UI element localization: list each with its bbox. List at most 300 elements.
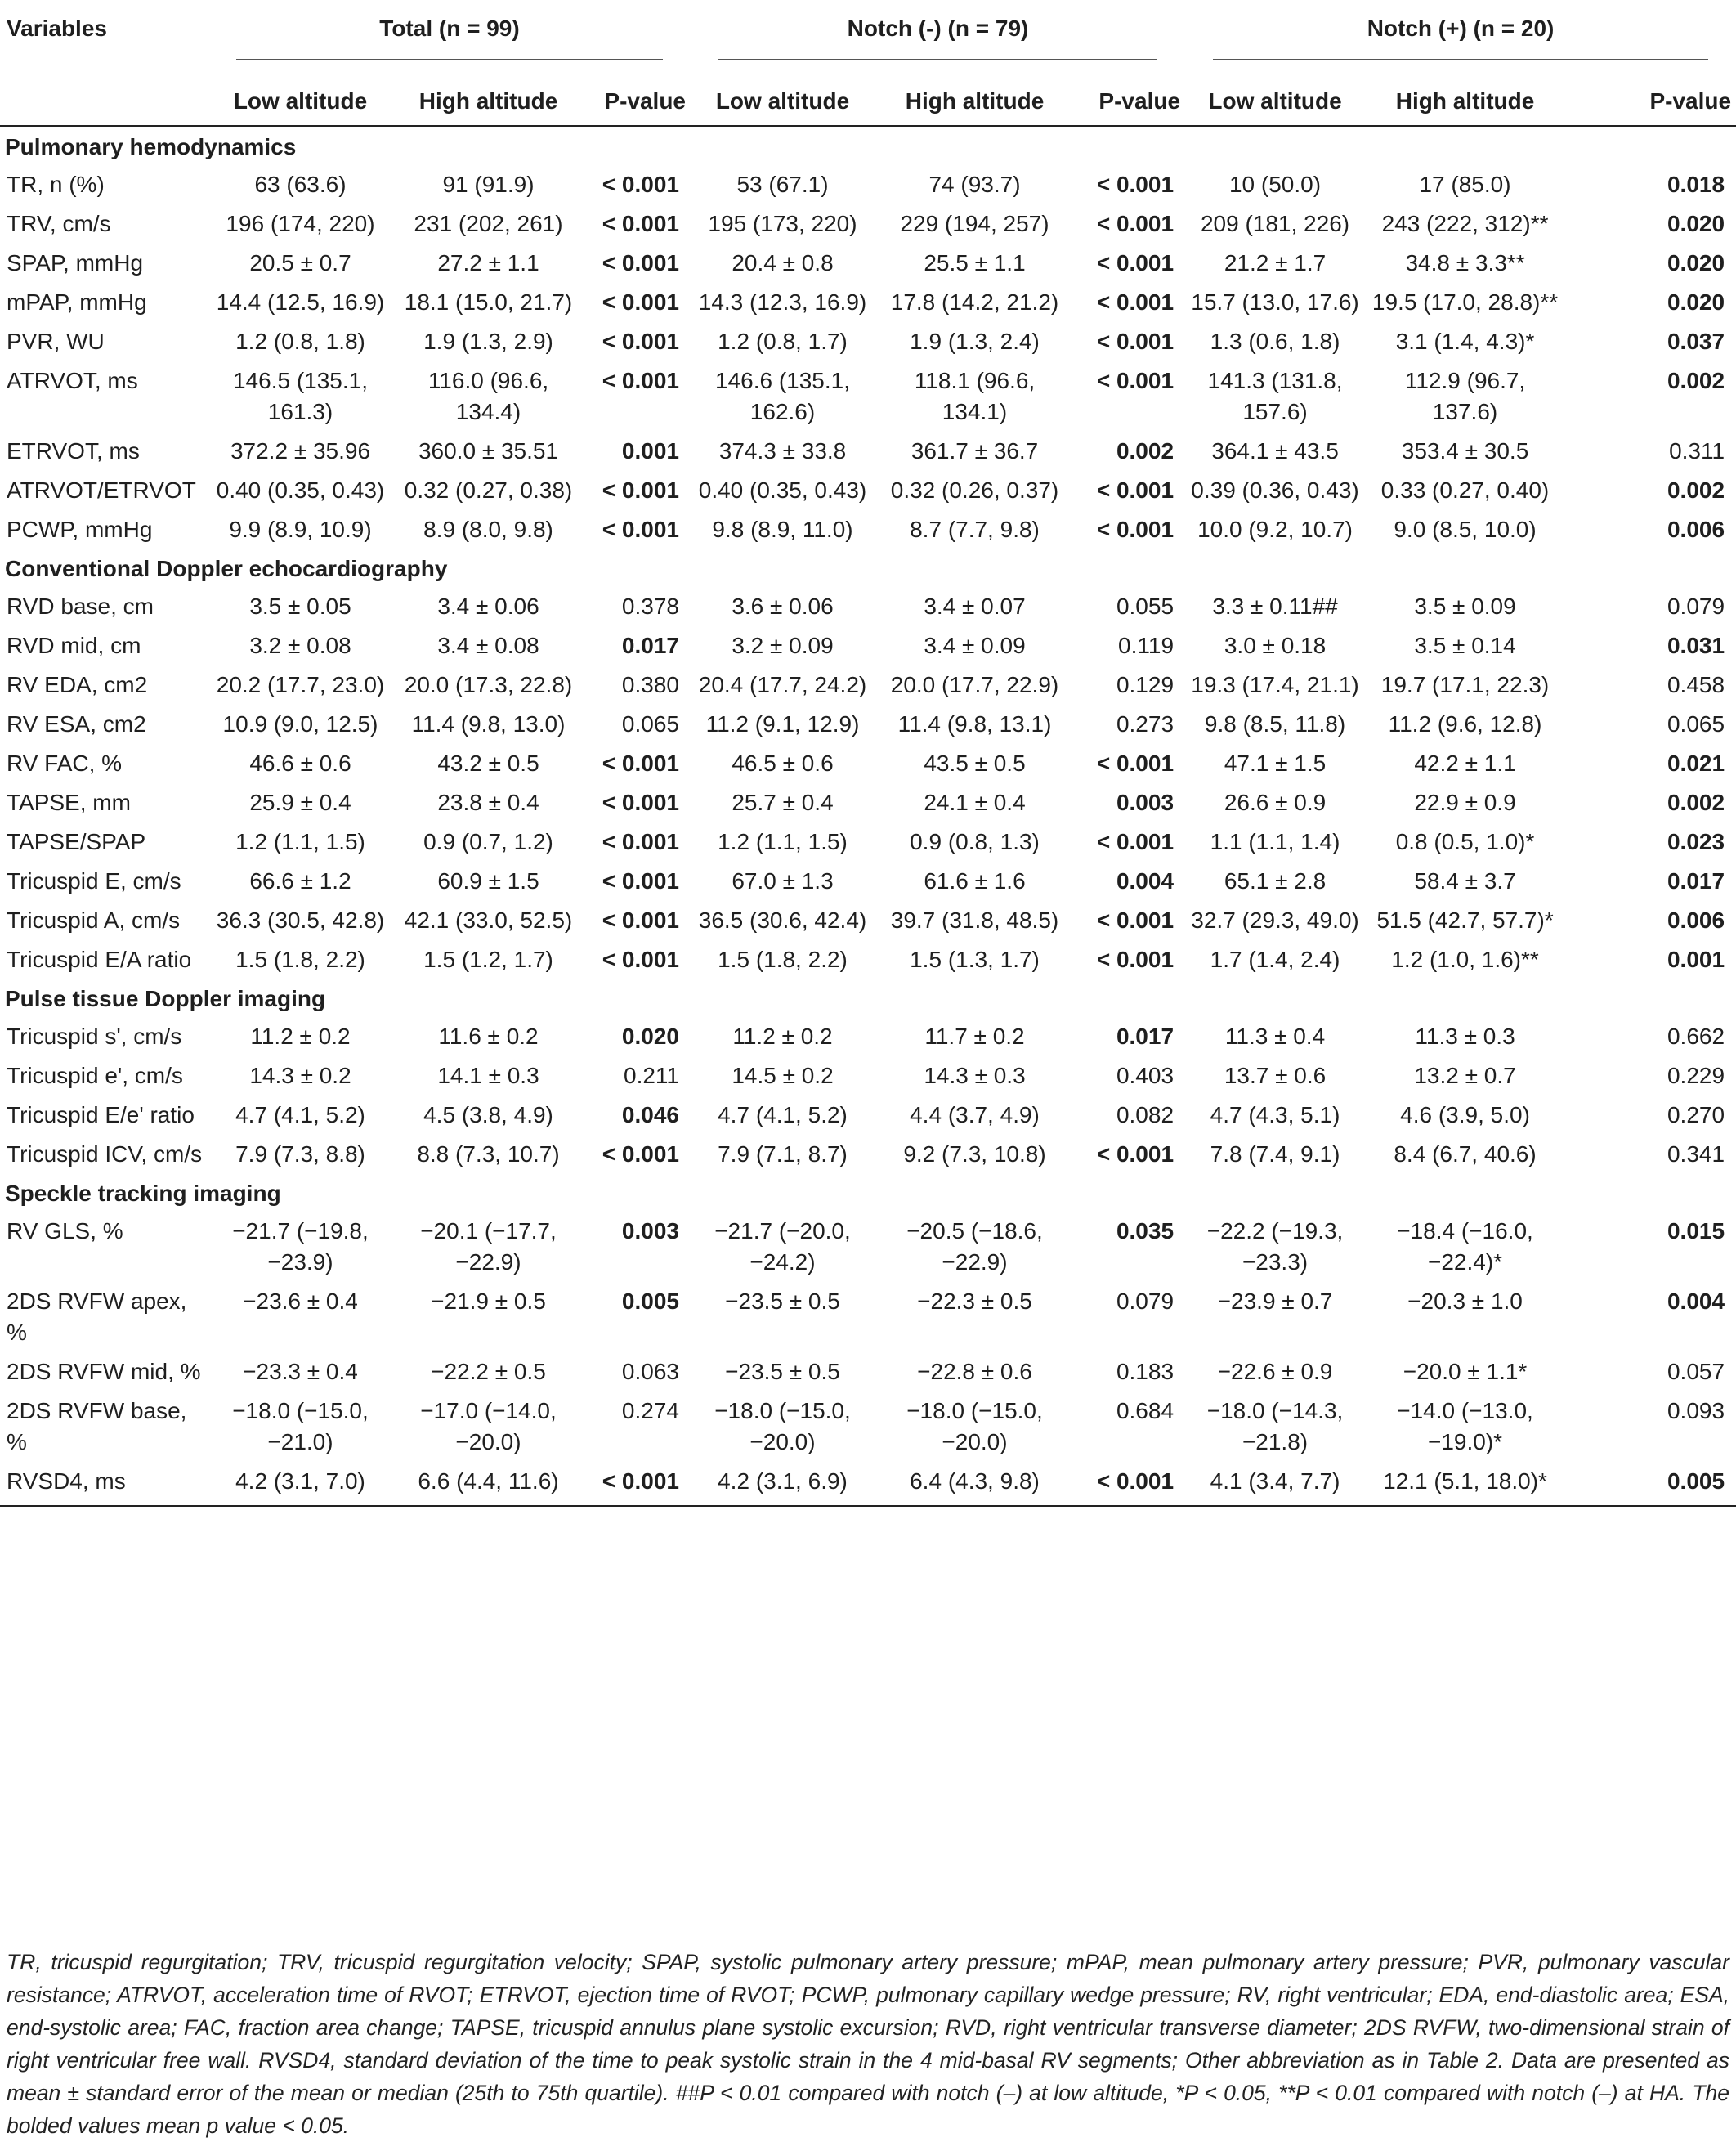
value-cell: 14.3 (12.3, 16.9) xyxy=(698,289,867,315)
row-label: Tricuspid A, cm/s xyxy=(7,907,181,933)
p-value-cell: < 0.001 xyxy=(602,250,679,276)
table-row xyxy=(0,1211,1736,1281)
p-value-cell: < 0.001 xyxy=(1096,1468,1174,1494)
value-cell: 27.2 ± 1.1 xyxy=(437,250,539,276)
value-cell: 1.2 (0.8, 1.8) xyxy=(235,329,365,354)
value-cell: 1.5 (1.3, 1.7) xyxy=(910,947,1040,972)
value-cell: 11.3 ± 0.4 xyxy=(1224,1024,1326,1049)
row-label: RV GLS, % xyxy=(7,1218,123,1244)
table-row xyxy=(0,704,1736,743)
value-cell: 0.33 (0.27, 0.40) xyxy=(1380,477,1550,503)
group-header-total xyxy=(208,0,691,78)
p-value-cell: < 0.001 xyxy=(602,829,679,854)
value-cell: 9.8 (8.5, 11.8) xyxy=(1204,711,1346,737)
value-cell: 25.7 ± 0.4 xyxy=(732,790,834,815)
variables-header: Variables xyxy=(7,16,107,41)
value-cell: −20.1 (−17.7, −22.9) xyxy=(420,1218,557,1275)
value-cell: 4.2 (3.1, 6.9) xyxy=(718,1468,848,1494)
row-label: Tricuspid ICV, cm/s xyxy=(7,1141,203,1167)
value-cell: 146.6 (135.1, 162.6) xyxy=(714,368,851,424)
value-cell: 19.3 (17.4, 21.1) xyxy=(1191,672,1359,697)
value-cell: 51.5 (42.7, 57.7)* xyxy=(1376,907,1554,933)
value-cell: 25.5 ± 1.1 xyxy=(924,250,1026,276)
section-title: Speckle tracking imaging xyxy=(5,1181,281,1206)
row-label: Tricuspid e', cm/s xyxy=(7,1063,183,1088)
p-value-cell: 0.020 xyxy=(1667,289,1725,315)
value-cell: 58.4 ± 3.7 xyxy=(1414,868,1516,894)
value-cell: 17 (85.0) xyxy=(1419,172,1511,197)
value-cell: 12.1 (5.1, 18.0)* xyxy=(1383,1468,1547,1494)
p-value-cell: < 0.001 xyxy=(1096,517,1174,542)
row-label: 2DS RVFW mid, % xyxy=(7,1359,201,1384)
p-value-cell: 0.311 xyxy=(1669,438,1725,464)
value-cell: 39.7 (31.8, 48.5) xyxy=(890,907,1059,933)
p-value-cell: < 0.001 xyxy=(602,751,679,776)
p-value-cell: 0.378 xyxy=(621,594,679,619)
sub-header-row xyxy=(0,78,1736,126)
value-cell: 0.32 (0.27, 0.38) xyxy=(404,477,573,503)
row-label: TAPSE, mm xyxy=(7,790,131,815)
row-label: TR, n (%) xyxy=(7,172,105,197)
sub-header-low-altitude: Low altitude xyxy=(1208,88,1342,114)
table-row xyxy=(0,822,1736,861)
group-header-total-label: Total (n = 99) xyxy=(236,13,663,60)
p-value-cell: 0.274 xyxy=(621,1398,679,1423)
value-cell: 1.5 (1.8, 2.2) xyxy=(718,947,848,972)
value-cell: 10.9 (9.0, 12.5) xyxy=(222,711,378,737)
value-cell: 14.1 ± 0.3 xyxy=(437,1063,539,1088)
value-cell: 1.2 (1.1, 1.5) xyxy=(235,829,365,854)
value-cell: 20.0 (17.3, 22.8) xyxy=(404,672,573,697)
p-value-cell: 0.017 xyxy=(1667,868,1725,894)
p-value-cell: 0.021 xyxy=(1667,751,1725,776)
value-cell: −18.0 (−15.0, −21.0) xyxy=(232,1398,369,1454)
value-cell: −23.5 ± 0.5 xyxy=(725,1288,840,1314)
p-value-cell: 0.020 xyxy=(1667,211,1725,236)
p-value-cell: < 0.001 xyxy=(602,947,679,972)
p-value-cell: < 0.001 xyxy=(602,517,679,542)
value-cell: 209 (181, 226) xyxy=(1200,211,1350,236)
p-value-cell: 0.079 xyxy=(1116,1288,1174,1314)
value-cell: 4.7 (4.1, 5.2) xyxy=(235,1102,365,1127)
group-header-notch-neg xyxy=(691,0,1185,78)
value-cell: 13.7 ± 0.6 xyxy=(1224,1063,1327,1088)
p-value-cell: 0.017 xyxy=(621,633,679,658)
value-cell: 1.1 (1.1, 1.4) xyxy=(1210,829,1340,854)
value-cell: −21.7 (−20.0, −24.2) xyxy=(714,1218,851,1275)
p-value-cell: < 0.001 xyxy=(602,368,679,393)
table-row xyxy=(0,509,1736,549)
value-cell: 8.9 (8.0, 9.8) xyxy=(423,517,553,542)
value-cell: 116.0 (96.6, 134.4) xyxy=(427,368,549,424)
row-label: RVD mid, cm xyxy=(7,633,141,658)
p-value-cell: 0.004 xyxy=(1667,1288,1725,1314)
value-cell: 13.2 ± 0.7 xyxy=(1414,1063,1516,1088)
value-cell: 141.3 (131.8, 157.6) xyxy=(1207,368,1343,424)
value-cell: 195 (173, 220) xyxy=(708,211,857,236)
value-cell: 9.0 (8.5, 10.0) xyxy=(1394,517,1537,542)
p-value-cell: < 0.001 xyxy=(1096,172,1174,197)
p-value-cell: < 0.001 xyxy=(602,868,679,894)
p-value-cell: 0.035 xyxy=(1116,1218,1174,1244)
value-cell: 3.5 ± 0.14 xyxy=(1414,633,1516,658)
value-cell: 0.39 (0.36, 0.43) xyxy=(1191,477,1359,503)
table-row xyxy=(0,1134,1736,1173)
section-header-row xyxy=(0,1173,1736,1211)
value-cell: 1.2 (1.0, 1.6)** xyxy=(1391,947,1539,972)
value-cell: 11.2 ± 0.2 xyxy=(250,1024,351,1049)
row-label: PVR, WU xyxy=(7,329,105,354)
p-value-cell: 0.015 xyxy=(1667,1218,1725,1244)
p-value-cell: 0.093 xyxy=(1667,1398,1725,1423)
value-cell: −23.5 ± 0.5 xyxy=(725,1359,840,1384)
value-cell: −21.7 (−19.8, −23.9) xyxy=(232,1218,369,1275)
value-cell: 36.5 (30.6, 42.4) xyxy=(698,907,867,933)
p-value-cell: < 0.001 xyxy=(602,211,679,236)
p-value-cell: 0.057 xyxy=(1667,1359,1725,1384)
p-value-cell: 0.005 xyxy=(621,1288,679,1314)
value-cell: 0.40 (0.35, 0.43) xyxy=(216,477,385,503)
table-row xyxy=(0,1095,1736,1134)
value-cell: 3.3 ± 0.11## xyxy=(1212,594,1338,619)
row-label: Tricuspid s', cm/s xyxy=(7,1024,182,1049)
value-cell: 112.9 (96.7, 137.6) xyxy=(1404,368,1526,424)
p-value-cell: < 0.001 xyxy=(1096,250,1174,276)
p-value-cell: 0.001 xyxy=(621,438,679,464)
p-value-cell: 0.684 xyxy=(1116,1398,1174,1423)
value-cell: 60.9 ± 1.5 xyxy=(437,868,539,894)
value-cell: 18.1 (15.0, 21.7) xyxy=(404,289,573,315)
value-cell: 20.4 ± 0.8 xyxy=(732,250,834,276)
value-cell: 22.9 ± 0.9 xyxy=(1414,790,1516,815)
p-value-cell: 0.662 xyxy=(1667,1024,1725,1049)
value-cell: −22.6 ± 0.9 xyxy=(1217,1359,1333,1384)
value-cell: 34.8 ± 3.3** xyxy=(1405,250,1525,276)
value-cell: 1.5 (1.2, 1.7) xyxy=(423,947,553,972)
value-cell: 3.4 ± 0.07 xyxy=(924,594,1026,619)
table-row xyxy=(0,204,1736,243)
value-cell: −18.4 (−16.0, −22.4)* xyxy=(1397,1218,1533,1275)
p-value-cell: 0.065 xyxy=(621,711,679,737)
value-cell: 4.4 (3.7, 4.9) xyxy=(910,1102,1040,1127)
row-label: Tricuspid E, cm/s xyxy=(7,868,181,894)
group-header-notch-pos xyxy=(1185,0,1736,78)
value-cell: 8.7 (7.7, 9.8) xyxy=(910,517,1040,542)
value-cell: −14.0 (−13.0, −19.0)* xyxy=(1397,1398,1533,1454)
value-cell: 11.2 (9.6, 12.8) xyxy=(1388,711,1542,737)
value-cell: 47.1 ± 1.5 xyxy=(1224,751,1327,776)
sub-header-p-value: P-value xyxy=(604,88,686,114)
value-cell: 3.5 ± 0.05 xyxy=(249,594,351,619)
value-cell: 374.3 ± 33.8 xyxy=(718,438,847,464)
p-value-cell: 0.046 xyxy=(621,1102,679,1127)
sub-header-high-altitude: High altitude xyxy=(1395,88,1535,114)
p-value-cell: < 0.001 xyxy=(602,477,679,503)
sub-header-p-value: P-value xyxy=(1649,88,1732,114)
table-row xyxy=(0,164,1736,204)
value-cell: 11.2 (9.1, 12.9) xyxy=(705,711,860,737)
table-row xyxy=(0,743,1736,782)
p-value-cell: < 0.001 xyxy=(1096,368,1174,393)
value-cell: 10.0 (9.2, 10.7) xyxy=(1197,517,1353,542)
row-label: ETRVOT, ms xyxy=(7,438,140,464)
value-cell: −21.9 ± 0.5 xyxy=(431,1288,546,1314)
sub-header-p-value: P-value xyxy=(1098,88,1181,114)
value-cell: 231 (202, 261) xyxy=(414,211,563,236)
value-cell: 36.3 (30.5, 42.8) xyxy=(216,907,385,933)
sub-header-high-altitude: High altitude xyxy=(418,88,558,114)
value-cell: 7.9 (7.1, 8.7) xyxy=(718,1141,848,1167)
value-cell: 364.1 ± 43.5 xyxy=(1211,438,1339,464)
table-row xyxy=(0,470,1736,509)
p-value-cell: < 0.001 xyxy=(602,172,679,197)
value-cell: 66.6 ± 1.2 xyxy=(249,868,351,894)
value-cell: 0.32 (0.26, 0.37) xyxy=(890,477,1059,503)
p-value-cell: 0.006 xyxy=(1667,907,1725,933)
value-cell: 20.2 (17.7, 23.0) xyxy=(216,672,385,697)
p-value-cell: < 0.001 xyxy=(602,907,679,933)
p-value-cell: 0.002 xyxy=(1116,438,1174,464)
table-row xyxy=(0,586,1736,625)
value-cell: −17.0 (−14.0, −20.0) xyxy=(420,1398,557,1454)
p-value-cell: 0.001 xyxy=(1667,947,1725,972)
value-cell: 3.4 ± 0.06 xyxy=(437,594,539,619)
group-header-row xyxy=(0,0,1736,78)
p-value-cell: 0.065 xyxy=(1667,711,1725,737)
value-cell: 146.5 (135.1, 161.3) xyxy=(232,368,369,424)
p-value-cell: 0.129 xyxy=(1116,672,1174,697)
value-cell: 1.2 (1.1, 1.5) xyxy=(718,829,848,854)
table-row xyxy=(0,861,1736,900)
value-cell: 9.9 (8.9, 10.9) xyxy=(229,517,372,542)
value-cell: 26.6 ± 0.9 xyxy=(1224,790,1327,815)
p-value-cell: < 0.001 xyxy=(1096,329,1174,354)
p-value-cell: 0.341 xyxy=(1667,1141,1725,1167)
p-value-cell: 0.006 xyxy=(1667,517,1725,542)
value-cell: −22.2 (−19.3, −23.3) xyxy=(1206,1218,1344,1275)
value-cell: 6.6 (4.4, 11.6) xyxy=(418,1468,559,1494)
p-value-cell: 0.005 xyxy=(1667,1468,1725,1494)
section-title: Conventional Doppler echocardiography xyxy=(5,556,448,581)
p-value-cell: 0.063 xyxy=(621,1359,679,1384)
table-row xyxy=(0,361,1736,431)
value-cell: 8.8 (7.3, 10.7) xyxy=(417,1141,560,1167)
value-cell: 24.1 ± 0.4 xyxy=(924,790,1026,815)
value-cell: 3.2 ± 0.09 xyxy=(732,633,834,658)
table-row xyxy=(0,782,1736,822)
table-row xyxy=(0,939,1736,979)
value-cell: 9.8 (8.9, 11.0) xyxy=(712,517,853,542)
sub-header-high-altitude: High altitude xyxy=(905,88,1045,114)
value-cell: −18.0 (−14.3, −21.8) xyxy=(1206,1398,1344,1454)
p-value-cell: < 0.001 xyxy=(602,1141,679,1167)
p-value-cell: 0.211 xyxy=(624,1063,679,1088)
row-label: Tricuspid E/e' ratio xyxy=(7,1102,195,1127)
p-value-cell: 0.002 xyxy=(1667,477,1725,503)
table-row xyxy=(0,1391,1736,1461)
p-value-cell: 0.270 xyxy=(1667,1102,1725,1127)
p-value-cell: 0.380 xyxy=(621,672,679,697)
table-row xyxy=(0,1281,1736,1351)
value-cell: 14.4 (12.5, 16.9) xyxy=(216,289,385,315)
value-cell: 7.9 (7.3, 8.8) xyxy=(235,1141,365,1167)
value-cell: 4.2 (3.1, 7.0) xyxy=(235,1468,365,1494)
table-row xyxy=(0,665,1736,704)
p-value-cell: 0.031 xyxy=(1667,633,1725,658)
p-value-cell: 0.002 xyxy=(1667,790,1725,815)
value-cell: 14.3 ± 0.3 xyxy=(924,1063,1026,1088)
section-header-row xyxy=(0,979,1736,1016)
p-value-cell: 0.023 xyxy=(1667,829,1725,854)
value-cell: −22.8 ± 0.6 xyxy=(917,1359,1032,1384)
value-cell: 61.6 ± 1.6 xyxy=(924,868,1026,894)
table-row xyxy=(0,282,1736,321)
table-row xyxy=(0,431,1736,470)
row-label: 2DS RVFW base, % xyxy=(7,1398,187,1454)
row-label: mPAP, mmHg xyxy=(7,289,147,315)
value-cell: 46.6 ± 0.6 xyxy=(249,751,351,776)
row-label: RV EDA, cm2 xyxy=(7,672,148,697)
value-cell: 229 (194, 257) xyxy=(900,211,1049,236)
sub-header-blank xyxy=(0,78,208,126)
p-value-cell: < 0.001 xyxy=(1096,477,1174,503)
value-cell: 11.7 ± 0.2 xyxy=(924,1024,1025,1049)
value-cell: 1.9 (1.3, 2.4) xyxy=(910,329,1040,354)
p-value-cell: 0.079 xyxy=(1667,594,1725,619)
value-cell: 196 (174, 220) xyxy=(226,211,375,236)
p-value-cell: 0.003 xyxy=(1116,790,1174,815)
value-cell: 11.4 (9.8, 13.0) xyxy=(411,711,566,737)
value-cell: −20.0 ± 1.1* xyxy=(1403,1359,1528,1384)
value-cell: 1.5 (1.8, 2.2) xyxy=(235,947,365,972)
value-cell: 0.40 (0.35, 0.43) xyxy=(698,477,867,503)
value-cell: 0.9 (0.8, 1.3) xyxy=(910,829,1040,854)
table-row xyxy=(0,1351,1736,1391)
value-cell: 19.7 (17.1, 22.3) xyxy=(1380,672,1550,697)
value-cell: 353.4 ± 30.5 xyxy=(1401,438,1529,464)
p-value-cell: < 0.001 xyxy=(1096,829,1174,854)
p-value-cell: 0.183 xyxy=(1116,1359,1174,1384)
value-cell: 10 (50.0) xyxy=(1228,172,1322,197)
value-cell: 3.4 ± 0.09 xyxy=(924,633,1026,658)
value-cell: 1.7 (1.4, 2.4) xyxy=(1210,947,1340,972)
value-cell: 15.7 (13.0, 17.6) xyxy=(1191,289,1359,315)
value-cell: −18.0 (−15.0, −20.0) xyxy=(714,1398,851,1454)
row-label: 2DS RVFW apex, % xyxy=(7,1288,187,1345)
value-cell: 3.6 ± 0.06 xyxy=(732,594,834,619)
section-title: Pulmonary hemodynamics xyxy=(5,134,297,159)
value-cell: −18.0 (−15.0, −20.0) xyxy=(906,1398,1043,1454)
table-row xyxy=(0,625,1736,665)
p-value-cell: 0.273 xyxy=(1116,711,1174,737)
group-header-notch-pos-label: Notch (+) (n = 20) xyxy=(1213,13,1708,60)
p-value-cell: < 0.001 xyxy=(602,329,679,354)
value-cell: 20.0 (17.7, 22.9) xyxy=(890,672,1059,697)
value-cell: −22.3 ± 0.5 xyxy=(917,1288,1032,1314)
value-cell: 6.4 (4.3, 9.8) xyxy=(910,1468,1040,1494)
row-label: TAPSE/SPAP xyxy=(7,829,146,854)
group-header-notch-neg-label: Notch (-) (n = 79) xyxy=(718,13,1157,60)
value-cell: −20.5 (−18.6, −22.9) xyxy=(906,1218,1043,1275)
value-cell: 118.1 (96.6, 134.1) xyxy=(914,368,1036,424)
value-cell: 4.5 (3.8, 4.9) xyxy=(423,1102,553,1127)
value-cell: 0.9 (0.7, 1.2) xyxy=(423,829,553,854)
section-title: Pulse tissue Doppler imaging xyxy=(5,986,326,1011)
row-label: TRV, cm/s xyxy=(7,211,111,236)
p-value-cell: 0.003 xyxy=(621,1218,679,1244)
value-cell: 53 (67.1) xyxy=(736,172,829,197)
p-value-cell: < 0.001 xyxy=(1096,751,1174,776)
p-value-cell: < 0.001 xyxy=(1096,211,1174,236)
row-label: SPAP, mmHg xyxy=(7,250,144,276)
value-cell: 3.0 ± 0.18 xyxy=(1224,633,1327,658)
value-cell: 42.2 ± 1.1 xyxy=(1414,751,1516,776)
p-value-cell: 0.082 xyxy=(1116,1102,1174,1127)
section-header-row xyxy=(0,549,1736,586)
value-cell: 65.1 ± 2.8 xyxy=(1224,868,1327,894)
value-cell: 11.2 ± 0.2 xyxy=(732,1024,833,1049)
value-cell: 20.5 ± 0.7 xyxy=(249,250,351,276)
row-label: Tricuspid E/A ratio xyxy=(7,947,192,972)
value-cell: 3.1 (1.4, 4.3)* xyxy=(1395,329,1535,354)
value-cell: 7.8 (7.4, 9.1) xyxy=(1210,1141,1340,1167)
value-cell: 23.8 ± 0.4 xyxy=(437,790,539,815)
value-cell: 11.6 ± 0.2 xyxy=(438,1024,539,1049)
value-cell: 42.1 (33.0, 52.5) xyxy=(404,907,573,933)
value-cell: −23.3 ± 0.4 xyxy=(243,1359,358,1384)
value-cell: 43.5 ± 0.5 xyxy=(924,751,1026,776)
p-value-cell: 0.037 xyxy=(1667,329,1725,354)
table-row xyxy=(0,1461,1736,1506)
value-cell: 32.7 (29.3, 49.0) xyxy=(1191,907,1359,933)
value-cell: 43.2 ± 0.5 xyxy=(437,751,539,776)
value-cell: 19.5 (17.0, 28.8)** xyxy=(1371,289,1559,315)
p-value-cell: 0.002 xyxy=(1667,368,1725,393)
p-value-cell: 0.017 xyxy=(1116,1024,1174,1049)
value-cell: 25.9 ± 0.4 xyxy=(249,790,351,815)
p-value-cell: < 0.001 xyxy=(602,1468,679,1494)
value-cell: 1.2 (0.8, 1.7) xyxy=(718,329,848,354)
p-value-cell: < 0.001 xyxy=(1096,907,1174,933)
value-cell: 63 (63.6) xyxy=(254,172,347,197)
p-value-cell: 0.018 xyxy=(1667,172,1725,197)
sub-header-low-altitude: Low altitude xyxy=(715,88,850,114)
value-cell: 372.2 ± 35.96 xyxy=(230,438,371,464)
value-cell: 4.6 (3.9, 5.0) xyxy=(1400,1102,1530,1127)
value-cell: 3.2 ± 0.08 xyxy=(249,633,351,658)
value-cell: 14.3 ± 0.2 xyxy=(249,1063,351,1088)
p-value-cell: < 0.001 xyxy=(1096,289,1174,315)
value-cell: 21.2 ± 1.7 xyxy=(1224,250,1327,276)
row-label: RVD base, cm xyxy=(7,594,154,619)
p-value-cell: < 0.001 xyxy=(602,289,679,315)
value-cell: 74 (93.7) xyxy=(928,172,1021,197)
value-cell: 46.5 ± 0.6 xyxy=(732,751,834,776)
section-header-row xyxy=(0,126,1736,164)
p-value-cell: 0.020 xyxy=(1667,250,1725,276)
value-cell: 4.1 (3.4, 7.7) xyxy=(1210,1468,1340,1494)
value-cell: 4.7 (4.1, 5.2) xyxy=(718,1102,848,1127)
value-cell: 243 (222, 312)** xyxy=(1381,211,1549,236)
sub-header-low-altitude: Low altitude xyxy=(233,88,368,114)
p-value-cell: 0.055 xyxy=(1116,594,1174,619)
table-row xyxy=(0,321,1736,361)
p-value-cell: 0.403 xyxy=(1116,1063,1174,1088)
table-footnote: TR, tricuspid regurgitation; TRV, tricuspid regurgitation velocity; SPAP, systolic pulmonary artery pressure; mPAP, mean pulmonary artery pressure; PVR, pulmonary vascular resistance; ATRVOT, acceleration time of RVOT; ETRVOT, ejection time of RVOT; PCWP, pulmonary capillary wedge pressure; RV, right ventricular; EDA, end-diastolic area; ESA, end-systolic area; FAC, fraction area change; TAPSE, tricuspid annulus plane systolic excursion; RVD, right ventricular transverse diameter; 2DS RVFW, two-dimensional strain of right ventricular free wall. RVSD4, standard deviation of the time to peak systolic strain in the 4 mid-basal RV segments; Other abbreviation as in Table 2. Data are presented as mean ± standard error of the mean or median (25th to 75th quartile). ##P < 0.01 compared with notch (–) at low altitude, *P < 0.05, **P < 0.01 compared with notch (–) at HA. The bolded values mean p value < 0.05. xyxy=(7,1950,1729,2138)
value-cell: 17.8 (14.2, 21.2) xyxy=(890,289,1059,315)
row-label: RV ESA, cm2 xyxy=(7,711,146,737)
table-row xyxy=(0,1016,1736,1055)
